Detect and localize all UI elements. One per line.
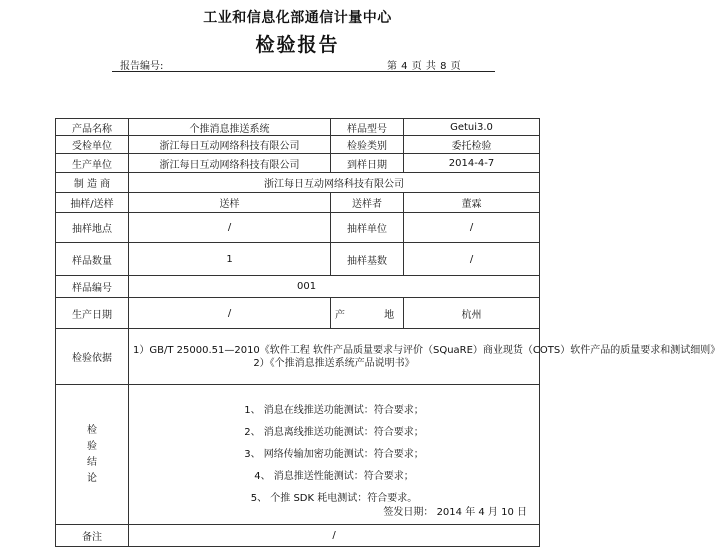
production-date-label: 生产日期 [56, 298, 129, 329]
row-quantity [56, 243, 540, 276]
quantity-value: 1 [129, 243, 331, 276]
sender-value: 董霖 [404, 193, 540, 213]
production-date-value: / [129, 298, 331, 329]
category-label: 检验类别 [331, 136, 404, 154]
sample-unit-value: / [404, 213, 540, 243]
client-value: 浙江每日互动网络科技有限公司 [129, 136, 331, 154]
arrival-value: 2014-4-7 [404, 154, 540, 173]
note-label: 备注 [56, 525, 129, 547]
producer-label: 生产单位 [56, 154, 129, 173]
sample-unit-label: 抽样单位 [331, 213, 404, 243]
sender-label: 送样者 [331, 193, 404, 213]
product-name-value: 个推消息推送系统 [129, 119, 331, 136]
producer-value: 浙江每日互动网络科技有限公司 [129, 154, 331, 173]
origin-label: 产 地 [331, 298, 404, 329]
conclusion-item: 2、 消息离线推送功能测试：符合要求； [244, 426, 424, 438]
inspection-table [55, 118, 720, 547]
note-value: / [129, 525, 540, 547]
issuing-organization: 工业和信息化部通信计量中心 [203, 10, 392, 26]
sampler-label: 抽样/送样 [56, 193, 129, 213]
basis-item-2: 2）《个推消息推送系统产品说明书》 [253, 357, 415, 369]
conclusion-label-char: 结 [87, 456, 97, 468]
arrival-label: 到样日期 [331, 154, 404, 173]
conclusion-label-char: 检 [87, 424, 97, 436]
row-conclusion [56, 385, 540, 525]
base-value: / [404, 243, 540, 276]
conclusion-label-char: 论 [87, 472, 97, 484]
sample-place-label: 抽样地点 [56, 213, 129, 243]
row-producer [56, 154, 540, 173]
basis-content [129, 329, 720, 385]
conclusion-item: 3、 网络传输加密功能测试：符合要求； [244, 448, 424, 460]
report-title: 检验报告 [255, 34, 340, 56]
conclusion-item: 4、 消息推送性能测试：符合要求； [254, 470, 414, 482]
sample-place-value: / [129, 213, 331, 243]
manufacturer-label: 制 造 商 [56, 173, 129, 193]
row-production-date [56, 298, 540, 329]
row-manufacturer [56, 173, 540, 193]
conclusion-content [129, 385, 540, 525]
conclusion-item: 1、 消息在线推送功能测试：符合要求； [244, 404, 424, 416]
sign-date: 签发日期： 2014 年 4 月 10 日 [383, 507, 527, 518]
row-sample-place [56, 213, 540, 243]
row-sample-number [56, 276, 540, 298]
row-client [56, 136, 540, 154]
row-note [56, 525, 540, 547]
model-value: Getui3.0 [404, 119, 540, 136]
client-label: 受检单位 [56, 136, 129, 154]
base-label: 抽样基数 [331, 243, 404, 276]
model-label: 样品型号 [331, 119, 404, 136]
basis-item-1: 1）GB/T 25000.51—2010《软件工程 软件产品质量要求与评价（SQuaRE）商业现货（COTS）软件产品的质量要求和测试细则》 [133, 344, 720, 356]
row-product [56, 119, 540, 136]
sampler-value: 送样 [129, 193, 331, 213]
conclusion-label-char: 验 [87, 440, 97, 452]
category-value: 委托检验 [404, 136, 540, 154]
page-info: 第 4 页 共 8 页 [387, 61, 461, 72]
row-basis [56, 329, 540, 385]
quantity-label: 样品数量 [56, 243, 129, 276]
header-underline [112, 71, 495, 72]
conclusion-label [56, 385, 129, 525]
row-sampling [56, 193, 540, 213]
sample-number-label: 样品编号 [56, 276, 129, 298]
report-number-label: 报告编号: [120, 61, 164, 72]
manufacturer-value: 浙江每日互动网络科技有限公司 [129, 173, 540, 193]
product-name-label: 产品名称 [56, 119, 129, 136]
basis-label: 检验依据 [56, 329, 129, 385]
conclusion-item: 5、 个推 SDK 耗电测试：符合要求。 [250, 492, 418, 504]
origin-value: 杭州 [404, 298, 540, 329]
sample-number-value: 001 [129, 276, 540, 298]
